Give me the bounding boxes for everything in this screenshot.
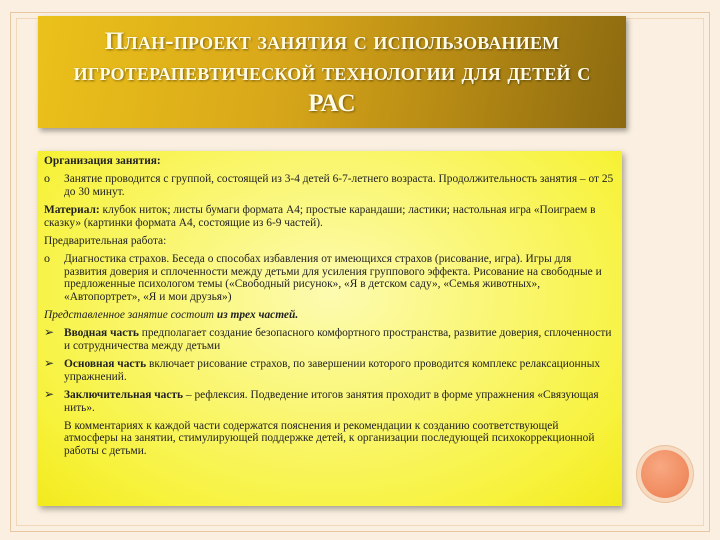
part-text: предполагает создание безопасного комфортного пространства, развитие доверия, сплоченности и сотрудничества между детьми (64, 327, 612, 352)
material-text: клубок ниток; листы бумаги формата А4; простые карандаши; ластики; настольная игра «Поиграем в сказку» (картинки формата А4, состоящие из 6-9 частей). (44, 204, 596, 229)
content-box (38, 151, 622, 506)
comment-paragraph: В комментариях к каждой части содержатся пояснения и рекомендации к созданию соответствующей атмосферы на занятии, стимулирующей поддержке детей, к организации последующей психокоррекционной работы с детьми. (64, 419, 595, 457)
parts-intro (44, 309, 614, 321)
material-label: Материал: (44, 204, 100, 217)
hollow-bullet-icon: o (44, 251, 50, 266)
material-paragraph (44, 204, 614, 229)
hollow-bullet-icon: o (44, 171, 50, 186)
parts-intro-text: Представленное занятие состоит (44, 309, 217, 322)
part-name: Основная часть (64, 358, 147, 371)
part-text: включает рисование страхов, по завершении которого проводится комплекс релаксационных упражнений. (64, 358, 601, 383)
list-item (44, 173, 614, 198)
list-item (44, 327, 614, 352)
slide-title: План-проект занятия с использованием игротерапевтической технологии для детей с РАС (73, 27, 591, 117)
arrow-bullet-icon: ➢ (44, 387, 55, 402)
arrow-bullet-icon: ➢ (44, 325, 55, 340)
part-name: Заключительная часть (64, 389, 184, 402)
list-item (44, 253, 614, 303)
list-item (44, 389, 614, 414)
decorative-circle (641, 450, 689, 498)
part-text: – рефлексия. Подведение итогов занятия проходит в форме упражнения «Связующая нить». (64, 389, 599, 414)
part-name: Вводная часть (64, 327, 139, 340)
title-banner (38, 16, 626, 128)
prep-item-text: Диагностика страхов. Беседа о способах избавления от имеющихся страхов (рисование, игра). Игры для развития доверия и сплоченности между детьми для усиления группового эффекта. Рисование на свободные и предложенные психологом темы («Свободный рисунок», «Я в детском саду», «Семья животных», «Автопортрет», «Я и мои друзья») (64, 253, 602, 303)
arrow-bullet-icon: ➢ (44, 356, 55, 371)
org-heading (44, 155, 614, 167)
org-heading-text: Организация занятия: (44, 155, 161, 167)
parts-intro-bold: из трех частей. (216, 309, 299, 322)
prep-heading: Предварительная работа: (44, 235, 167, 248)
org-item-text: Занятие проводится с группой, состоящей из 3-4 детей 6-7-летнего возраста. Продолжительность занятия – от 25 до 30 минут. (64, 173, 614, 198)
list-item (44, 358, 614, 383)
